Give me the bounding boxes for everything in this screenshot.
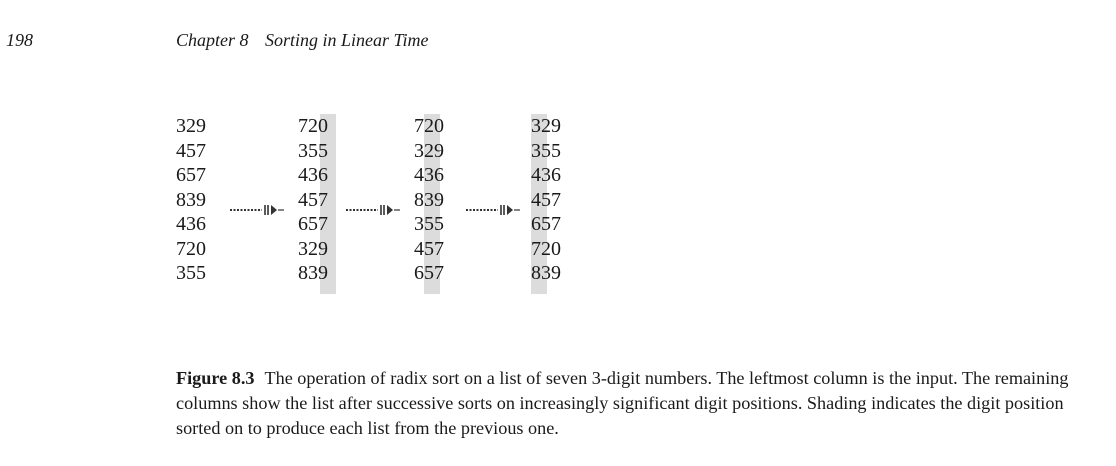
digit: 3 — [298, 237, 308, 260]
list-item — [298, 188, 328, 213]
digit: 2 — [186, 115, 196, 137]
list-item — [176, 163, 206, 188]
digit: 9 — [196, 115, 206, 137]
digit: 4 — [298, 188, 308, 211]
digit: 3 — [176, 115, 186, 137]
digit: 7 — [298, 115, 308, 137]
list-item — [298, 261, 328, 286]
digit: 3 — [541, 164, 551, 186]
list-item — [531, 212, 561, 237]
digit: 2 — [308, 115, 318, 137]
list-item — [298, 237, 328, 262]
digit: 9 — [434, 139, 444, 162]
digit: 5 — [186, 139, 196, 162]
list-item — [176, 237, 206, 262]
digit: 2 — [424, 115, 434, 137]
digit: 4 — [176, 213, 186, 235]
number-column-pass-2 — [414, 114, 444, 286]
digit: 2 — [186, 237, 196, 260]
list-item — [531, 188, 561, 213]
list-item — [414, 163, 444, 188]
list-item — [176, 188, 206, 213]
list-item — [298, 139, 328, 164]
digit: 5 — [424, 262, 434, 284]
list-item — [531, 114, 561, 139]
digit: 5 — [308, 213, 318, 235]
list-item — [176, 212, 206, 237]
digit: 5 — [318, 139, 328, 162]
digit: 9 — [551, 115, 561, 137]
list-item — [531, 261, 561, 286]
list-item — [298, 114, 328, 139]
chapter-label: Chapter 8 — [176, 30, 249, 50]
digit: 3 — [298, 139, 308, 162]
digit: 3 — [414, 213, 424, 235]
list-item — [298, 212, 328, 237]
digit: 6 — [298, 213, 308, 235]
chapter-title: Sorting in Linear Time — [265, 30, 429, 50]
radix-sort-figure — [176, 114, 596, 294]
digit: 5 — [424, 237, 434, 260]
digit: 3 — [541, 262, 551, 284]
digit: 3 — [186, 188, 196, 211]
digit: 4 — [414, 164, 424, 186]
dotted-right-arrow-icon — [228, 204, 288, 216]
digit: 7 — [531, 237, 541, 260]
digit: 5 — [434, 213, 444, 235]
digit: 6 — [551, 164, 561, 186]
digit: 6 — [196, 213, 206, 235]
digit: 0 — [196, 237, 206, 260]
digit: 7 — [318, 188, 328, 211]
number-column-pass-1 — [298, 114, 328, 286]
digit: 0 — [551, 237, 561, 260]
list-item — [176, 114, 206, 139]
list-item — [414, 139, 444, 164]
digit: 4 — [531, 188, 541, 211]
digit: 3 — [414, 139, 424, 162]
list-item — [298, 163, 328, 188]
digit: 5 — [551, 139, 561, 162]
digit: 5 — [308, 139, 318, 162]
digit: 4 — [176, 139, 186, 162]
digit: 2 — [424, 139, 434, 162]
digit: 3 — [176, 262, 186, 284]
figure-caption — [176, 366, 1076, 441]
digit: 8 — [531, 262, 541, 284]
digit: 9 — [196, 188, 206, 211]
digit: 5 — [186, 164, 196, 186]
digit: 6 — [531, 213, 541, 235]
digit: 0 — [318, 115, 328, 137]
digit: 3 — [531, 139, 541, 162]
digit: 2 — [541, 115, 551, 137]
list-item — [531, 237, 561, 262]
caption-text: The operation of radix sort on a list of seven 3-digit numbers. The leftmost column is the input. The remaining columns show the list after successive sorts on increasingly significant digit positions. Shading indicates the digit position sorted on to produce each list from the previous one. — [176, 368, 1069, 438]
digit: 6 — [176, 164, 186, 186]
page-number: 198 — [6, 30, 33, 50]
list-item — [176, 139, 206, 164]
running-head — [176, 30, 429, 51]
digit: 6 — [434, 164, 444, 186]
figure-label: Figure 8.3 — [176, 368, 255, 388]
digit: 5 — [196, 262, 206, 284]
digit: 3 — [424, 188, 434, 211]
digit: 6 — [414, 262, 424, 284]
digit: 7 — [434, 262, 444, 284]
digit: 6 — [318, 164, 328, 186]
digit: 4 — [414, 237, 424, 260]
list-item — [176, 261, 206, 286]
list-item — [414, 237, 444, 262]
list-item — [414, 114, 444, 139]
digit: 2 — [541, 237, 551, 260]
digit: 3 — [186, 213, 196, 235]
digit: 5 — [541, 139, 551, 162]
digit: 2 — [308, 237, 318, 260]
digit: 0 — [434, 115, 444, 137]
list-item — [531, 139, 561, 164]
list-item — [531, 163, 561, 188]
digit: 5 — [186, 262, 196, 284]
digit: 5 — [308, 188, 318, 211]
digit: 4 — [298, 164, 308, 186]
digit: 3 — [424, 164, 434, 186]
digit: 9 — [318, 262, 328, 284]
list-item — [414, 188, 444, 213]
digit: 8 — [414, 188, 424, 211]
digit: 4 — [531, 164, 541, 186]
digit: 7 — [414, 115, 424, 137]
digit: 9 — [551, 262, 561, 284]
digit: 5 — [424, 213, 434, 235]
digit: 7 — [551, 213, 561, 235]
digit: 7 — [434, 237, 444, 260]
digit: 7 — [551, 188, 561, 211]
digit: 8 — [176, 188, 186, 211]
number-column-pass-3 — [531, 114, 561, 286]
digit: 7 — [196, 139, 206, 162]
digit: 3 — [531, 115, 541, 137]
digit: 9 — [318, 237, 328, 260]
digit: 3 — [308, 262, 318, 284]
digit: 5 — [541, 213, 551, 235]
list-item — [414, 212, 444, 237]
digit: 7 — [196, 164, 206, 186]
digit: 7 — [318, 213, 328, 235]
list-item — [414, 261, 444, 286]
digit: 3 — [308, 164, 318, 186]
number-column-input — [176, 114, 206, 286]
digit: 7 — [176, 237, 186, 260]
digit: 5 — [541, 188, 551, 211]
dotted-right-arrow-icon — [464, 204, 524, 216]
dotted-right-arrow-icon — [344, 204, 404, 216]
digit: 8 — [298, 262, 308, 284]
page-header — [0, 30, 1116, 54]
digit: 9 — [434, 188, 444, 211]
